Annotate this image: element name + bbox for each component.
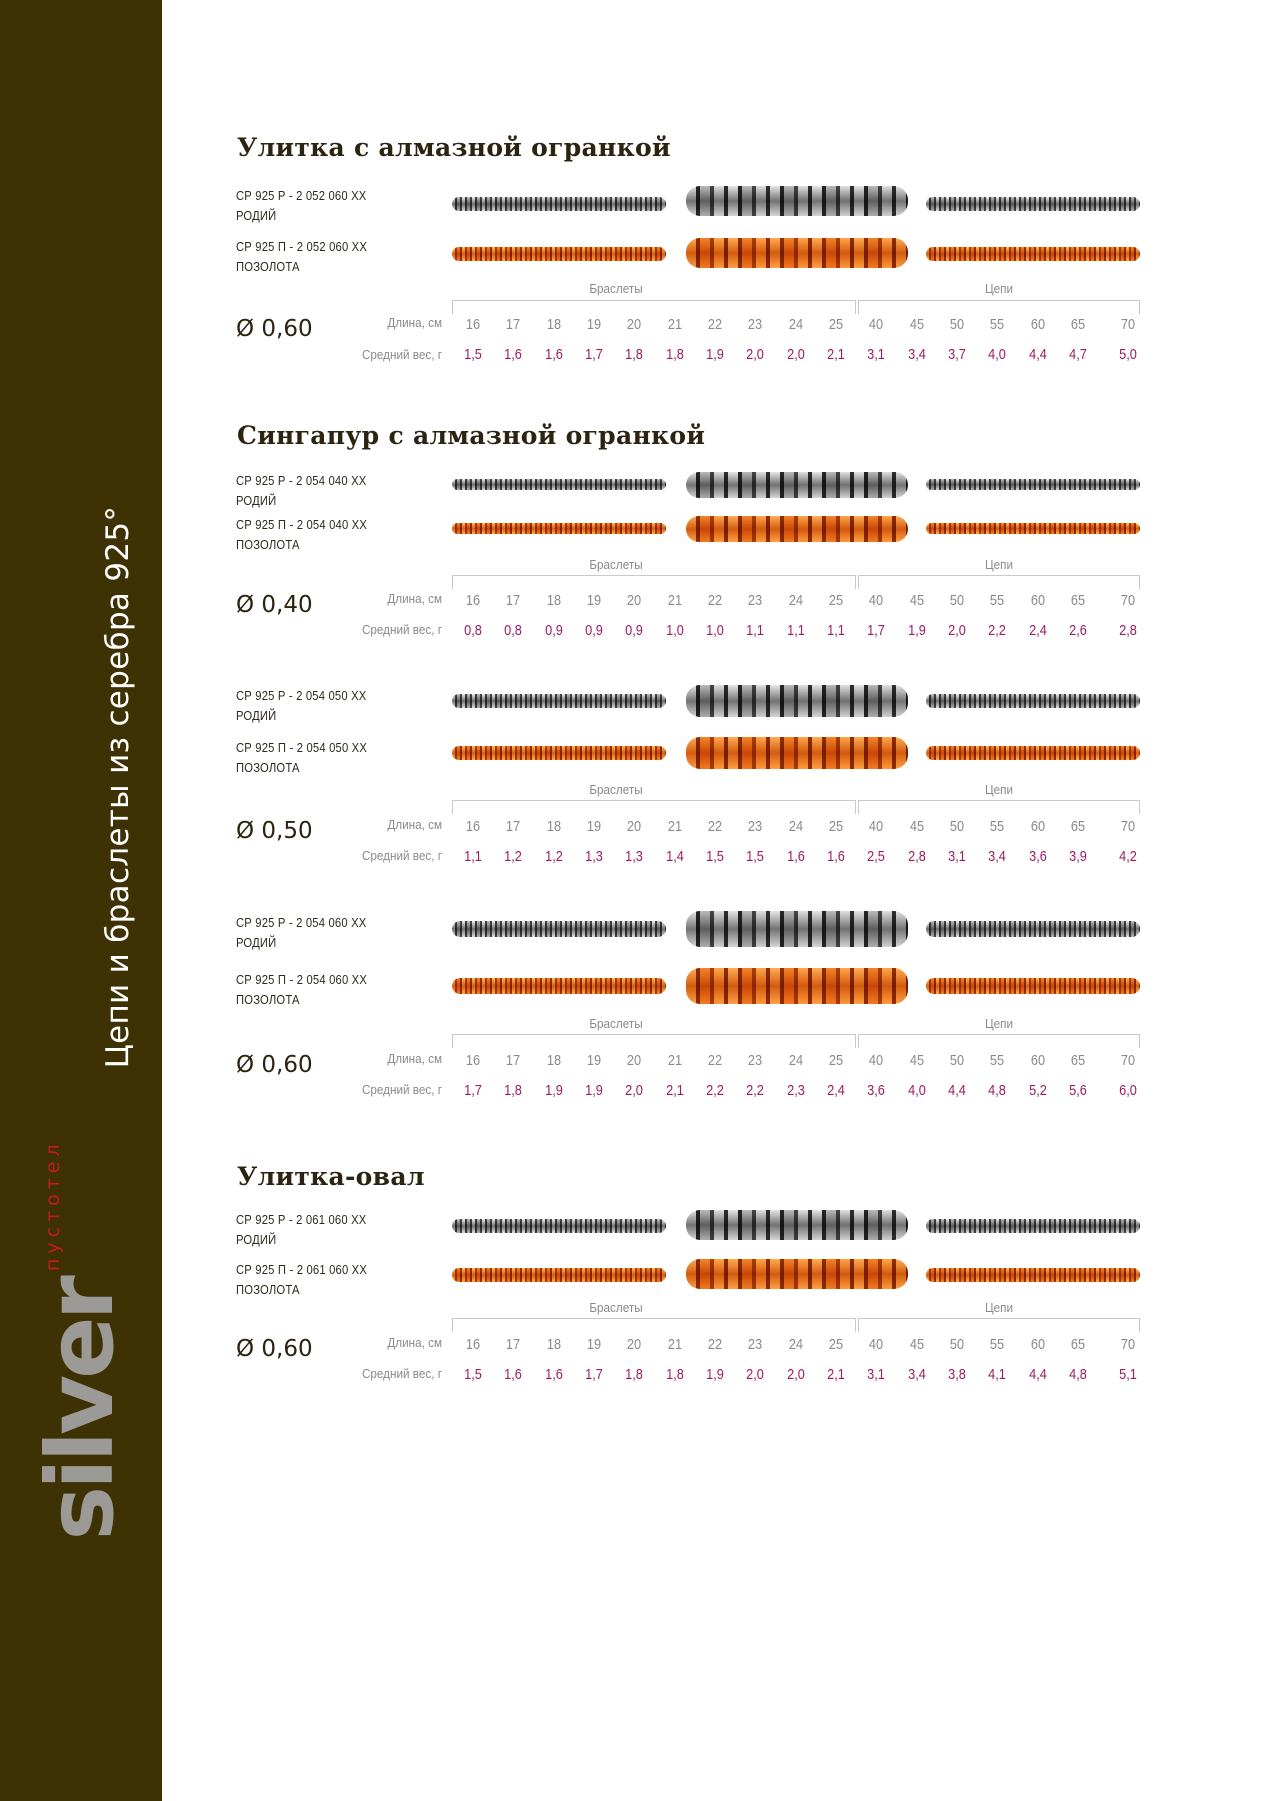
weight-value: 1,5	[746, 848, 764, 865]
weight-value: 0,8	[464, 622, 482, 639]
length-label: Длина, см	[387, 817, 442, 832]
finish-label: РОДИЙ	[236, 209, 277, 223]
weight-value: 5,1	[1119, 1366, 1137, 1383]
bracelets-label: Браслеты	[589, 557, 643, 572]
sidebar-title: Цепи и браслеты из серебра 925°	[100, 505, 136, 1069]
weight-value: 4,2	[1119, 848, 1137, 865]
finish-label: РОДИЙ	[236, 494, 277, 508]
article-code: СР 925 Р - 2 054 050 ХХ	[236, 689, 367, 703]
weight-value: 1,9	[545, 1082, 563, 1099]
length-value: 70	[1120, 316, 1136, 333]
length-value: 16	[465, 1052, 481, 1069]
length-row	[0, 818, 1285, 838]
length-value: 60	[1030, 1052, 1046, 1069]
bracelets-bracket	[452, 1034, 856, 1049]
article-code: СР 925 Р - 2 061 060 ХХ	[236, 1213, 367, 1227]
weight-value: 4,4	[948, 1082, 966, 1099]
chain-image-closeup-silver	[686, 472, 908, 498]
weight-value: 4,0	[988, 346, 1006, 363]
weight-value: 1,6	[545, 346, 563, 363]
length-value: 50	[949, 1336, 965, 1353]
length-label: Длина, см	[387, 1051, 442, 1066]
weight-row	[0, 848, 1285, 868]
chain-image-closeup-silver	[686, 1210, 908, 1240]
chain-image-bracelet-gold	[452, 746, 666, 760]
chain-image-closeup-gold	[686, 516, 908, 542]
length-value: 18	[546, 818, 562, 835]
weight-value: 1,8	[504, 1082, 522, 1099]
finish-label: ПОЗОЛОТА	[236, 1283, 300, 1297]
weight-value: 0,9	[625, 622, 643, 639]
bracelets-label: Браслеты	[589, 1016, 643, 1031]
article-rhodium	[236, 186, 366, 226]
article-code: СР 925 П - 2 061 060 ХХ	[236, 1263, 368, 1277]
length-value: 17	[505, 1336, 521, 1353]
article-rhodium	[236, 686, 366, 726]
length-value: 22	[707, 1052, 723, 1069]
article-code: СР 925 Р - 2 054 060 ХХ	[236, 916, 367, 930]
length-value: 16	[465, 316, 481, 333]
length-value: 70	[1120, 1052, 1136, 1069]
length-value: 23	[747, 1052, 763, 1069]
length-value: 55	[989, 1052, 1005, 1069]
weight-value: 5,2	[1029, 1082, 1047, 1099]
weight-value: 1,3	[625, 848, 643, 865]
sidebar	[0, 0, 162, 1801]
chain-image-chain-gold	[926, 978, 1140, 994]
weight-value: 4,8	[1069, 1366, 1087, 1383]
weight-label: Средний вес, г	[361, 347, 442, 362]
chain-image-chain-gold	[926, 523, 1140, 534]
length-value: 25	[828, 316, 844, 333]
chain-image-closeup-gold	[686, 1259, 908, 1289]
length-value: 19	[586, 316, 602, 333]
length-value: 20	[626, 592, 642, 609]
length-value: 40	[868, 316, 884, 333]
chain-image-bracelet-gold	[452, 247, 666, 261]
chain-image-bracelet-silver	[452, 921, 666, 937]
weight-value: 1,9	[706, 1366, 724, 1383]
length-value: 20	[626, 316, 642, 333]
finish-label: ПОЗОЛОТА	[236, 260, 300, 274]
chain-image-bracelet-silver	[452, 1219, 666, 1233]
chains-bracket	[858, 800, 1140, 815]
article-code: СР 925 П - 2 054 050 ХХ	[236, 741, 368, 755]
weight-value: 3,7	[948, 346, 966, 363]
chain-image-chain-silver	[926, 197, 1140, 211]
section-title: Улитка с алмазной огранкой	[237, 133, 671, 162]
length-value: 22	[707, 316, 723, 333]
chains-bracket	[858, 300, 1140, 315]
length-value: 55	[989, 818, 1005, 835]
weight-value: 1,2	[504, 848, 522, 865]
brand-subtitle: пустотел	[42, 1139, 65, 1272]
chain-image-chain-gold	[926, 247, 1140, 261]
article-gilt	[236, 237, 367, 277]
weight-value: 1,0	[706, 622, 724, 639]
weight-value: 0,8	[504, 622, 522, 639]
article-gilt	[236, 1260, 367, 1300]
finish-label: ПОЗОЛОТА	[236, 538, 300, 552]
article-code: СР 925 П - 2 054 040 ХХ	[236, 518, 368, 532]
article-gilt	[236, 738, 367, 778]
weight-value: 1,3	[585, 848, 603, 865]
weight-value: 1,9	[908, 622, 926, 639]
length-value: 55	[989, 592, 1005, 609]
length-value: 50	[949, 1052, 965, 1069]
chains-label: Цепи	[984, 782, 1014, 797]
finish-label: ПОЗОЛОТА	[236, 761, 300, 775]
length-value: 45	[909, 1336, 925, 1353]
weight-value: 0,9	[585, 622, 603, 639]
weight-value: 2,8	[908, 848, 926, 865]
length-value: 40	[868, 1336, 884, 1353]
length-value: 16	[465, 592, 481, 609]
diameter: Ø 0,40	[236, 592, 313, 618]
article-gilt	[236, 515, 367, 555]
article-rhodium	[236, 1210, 366, 1250]
length-value: 55	[989, 316, 1005, 333]
weight-value: 2,1	[666, 1082, 684, 1099]
weight-value: 1,8	[625, 1366, 643, 1383]
length-value: 23	[747, 316, 763, 333]
length-value: 19	[586, 1336, 602, 1353]
length-value: 17	[505, 592, 521, 609]
weight-value: 1,7	[585, 1366, 603, 1383]
weight-label: Средний вес, г	[361, 1366, 442, 1381]
length-value: 24	[788, 1052, 804, 1069]
weight-value: 1,7	[867, 622, 885, 639]
chains-bracket	[858, 1034, 1140, 1049]
weight-value: 1,1	[746, 622, 764, 639]
weight-value: 1,8	[666, 1366, 684, 1383]
length-value: 65	[1070, 592, 1086, 609]
weight-value: 1,0	[666, 622, 684, 639]
weight-value: 2,4	[1029, 622, 1047, 639]
length-value: 16	[465, 1336, 481, 1353]
length-value: 65	[1070, 1336, 1086, 1353]
chain-image-bracelet-silver	[452, 694, 666, 708]
chain-image-chain-gold	[926, 1268, 1140, 1282]
weight-value: 3,1	[867, 346, 885, 363]
chain-image-bracelet-gold	[452, 1268, 666, 1282]
weight-value: 4,7	[1069, 346, 1087, 363]
diameter: Ø 0,60	[236, 1052, 313, 1078]
chain-image-bracelet-gold	[452, 523, 666, 534]
chain-image-chain-silver	[926, 1219, 1140, 1233]
weight-value: 4,4	[1029, 346, 1047, 363]
weight-value: 4,4	[1029, 1366, 1047, 1383]
length-value: 16	[465, 818, 481, 835]
length-value: 24	[788, 1336, 804, 1353]
length-value: 65	[1070, 316, 1086, 333]
length-value: 18	[546, 1336, 562, 1353]
length-value: 23	[747, 592, 763, 609]
chains-label: Цепи	[984, 557, 1014, 572]
article-rhodium	[236, 913, 366, 953]
article-code: СР 925 Р - 2 054 040 ХХ	[236, 474, 367, 488]
bracelets-bracket	[452, 575, 856, 590]
weight-row	[0, 622, 1285, 642]
weight-value: 2,2	[988, 622, 1006, 639]
weight-value: 2,1	[827, 346, 845, 363]
chain-image-closeup-silver	[686, 911, 908, 947]
weight-value: 1,9	[585, 1082, 603, 1099]
chain-image-bracelet-silver	[452, 197, 666, 211]
weight-value: 1,1	[827, 622, 845, 639]
length-value: 60	[1030, 818, 1046, 835]
length-value: 24	[788, 818, 804, 835]
chain-image-closeup-gold	[686, 968, 908, 1004]
finish-label: ПОЗОЛОТА	[236, 993, 300, 1007]
weight-row	[0, 1366, 1285, 1386]
weight-value: 1,6	[545, 1366, 563, 1383]
weight-value: 5,0	[1119, 346, 1137, 363]
length-value: 65	[1070, 818, 1086, 835]
weight-value: 2,6	[1069, 622, 1087, 639]
weight-value: 0,9	[545, 622, 563, 639]
weight-value: 1,1	[787, 622, 805, 639]
weight-value: 2,0	[948, 622, 966, 639]
length-value: 50	[949, 316, 965, 333]
length-value: 45	[909, 592, 925, 609]
bracelets-label: Браслеты	[589, 281, 643, 296]
length-value: 45	[909, 316, 925, 333]
weight-value: 2,2	[706, 1082, 724, 1099]
diameter: Ø 0,60	[236, 316, 313, 342]
length-value: 18	[546, 1052, 562, 1069]
weight-value: 2,3	[787, 1082, 805, 1099]
length-value: 21	[667, 1336, 683, 1353]
bracelets-bracket	[452, 800, 856, 815]
length-value: 70	[1120, 592, 1136, 609]
weight-value: 2,1	[827, 1366, 845, 1383]
length-value: 65	[1070, 1052, 1086, 1069]
weight-value: 3,4	[908, 1366, 926, 1383]
chain-image-chain-silver	[926, 694, 1140, 708]
weight-value: 3,1	[867, 1366, 885, 1383]
weight-value: 3,4	[988, 848, 1006, 865]
length-row	[0, 1336, 1285, 1356]
weight-value: 3,6	[1029, 848, 1047, 865]
chains-bracket	[858, 1318, 1140, 1333]
length-value: 20	[626, 818, 642, 835]
weight-value: 1,1	[464, 848, 482, 865]
chain-image-closeup-gold	[686, 238, 908, 268]
length-value: 40	[868, 818, 884, 835]
length-value: 18	[546, 316, 562, 333]
weight-value: 4,1	[988, 1366, 1006, 1383]
length-value: 23	[747, 818, 763, 835]
bracelets-label: Браслеты	[589, 1300, 643, 1315]
weight-value: 2,5	[867, 848, 885, 865]
length-value: 25	[828, 1336, 844, 1353]
weight-value: 1,8	[625, 346, 643, 363]
length-value: 22	[707, 1336, 723, 1353]
length-value: 19	[586, 818, 602, 835]
weight-row	[0, 346, 1285, 366]
article-code: СР 925 Р - 2 052 060 ХХ	[236, 189, 367, 203]
length-value: 21	[667, 818, 683, 835]
weight-value: 1,5	[706, 848, 724, 865]
article-code: СР 925 П - 2 052 060 ХХ	[236, 240, 368, 254]
length-value: 25	[828, 818, 844, 835]
length-value: 70	[1120, 1336, 1136, 1353]
length-value: 24	[788, 316, 804, 333]
weight-value: 6,0	[1119, 1082, 1137, 1099]
weight-value: 2,0	[746, 346, 764, 363]
length-value: 60	[1030, 592, 1046, 609]
weight-label: Средний вес, г	[361, 1082, 442, 1097]
length-value: 60	[1030, 316, 1046, 333]
length-value: 50	[949, 818, 965, 835]
length-row	[0, 592, 1285, 612]
length-row	[0, 316, 1285, 336]
weight-value: 3,8	[948, 1366, 966, 1383]
length-value: 17	[505, 316, 521, 333]
article-gilt	[236, 970, 367, 1010]
article-code: СР 925 П - 2 054 060 ХХ	[236, 973, 368, 987]
length-value: 22	[707, 592, 723, 609]
weight-value: 2,4	[827, 1082, 845, 1099]
length-label: Длина, см	[387, 591, 442, 606]
weight-value: 4,8	[988, 1082, 1006, 1099]
length-value: 21	[667, 316, 683, 333]
length-value: 45	[909, 1052, 925, 1069]
weight-value: 1,6	[787, 848, 805, 865]
brand-logo-text: silver	[26, 1279, 134, 1541]
weight-value: 2,0	[746, 1366, 764, 1383]
length-value: 22	[707, 818, 723, 835]
weight-value: 1,6	[504, 346, 522, 363]
weight-value: 5,6	[1069, 1082, 1087, 1099]
length-value: 21	[667, 592, 683, 609]
length-label: Длина, см	[387, 1335, 442, 1350]
finish-label: РОДИЙ	[236, 1233, 277, 1247]
length-value: 40	[868, 1052, 884, 1069]
article-rhodium	[236, 471, 366, 511]
length-value: 55	[989, 1336, 1005, 1353]
diameter: Ø 0,50	[236, 818, 313, 844]
chain-image-closeup-silver	[686, 186, 908, 216]
section-title: Сингапур с алмазной огранкой	[237, 421, 706, 450]
weight-value: 2,0	[625, 1082, 643, 1099]
chain-image-bracelet-silver	[452, 479, 666, 490]
length-value: 18	[546, 592, 562, 609]
weight-value: 2,8	[1119, 622, 1137, 639]
length-value: 19	[586, 1052, 602, 1069]
weight-value: 1,5	[464, 1366, 482, 1383]
bracelets-bracket	[452, 300, 856, 315]
chain-image-bracelet-gold	[452, 978, 666, 994]
weight-value: 3,6	[867, 1082, 885, 1099]
chain-image-chain-gold	[926, 746, 1140, 760]
length-value: 40	[868, 592, 884, 609]
length-value: 60	[1030, 1336, 1046, 1353]
weight-label: Средний вес, г	[361, 848, 442, 863]
section-title: Улитка-овал	[237, 1162, 425, 1191]
diameter: Ø 0,60	[236, 1336, 313, 1362]
bracelets-bracket	[452, 1318, 856, 1333]
weight-value: 3,4	[908, 346, 926, 363]
length-value: 25	[828, 1052, 844, 1069]
weight-value: 1,5	[464, 346, 482, 363]
weight-value: 1,7	[464, 1082, 482, 1099]
weight-value: 1,8	[666, 346, 684, 363]
length-value: 19	[586, 592, 602, 609]
weight-value: 1,4	[666, 848, 684, 865]
length-value: 50	[949, 592, 965, 609]
weight-value: 1,9	[706, 346, 724, 363]
length-value: 21	[667, 1052, 683, 1069]
length-value: 23	[747, 1336, 763, 1353]
chains-label: Цепи	[984, 1016, 1014, 1031]
chains-label: Цепи	[984, 1300, 1014, 1315]
finish-label: РОДИЙ	[236, 709, 277, 723]
length-value: 20	[626, 1052, 642, 1069]
length-value: 70	[1120, 818, 1136, 835]
length-value: 24	[788, 592, 804, 609]
weight-value: 3,9	[1069, 848, 1087, 865]
chains-bracket	[858, 575, 1140, 590]
weight-value: 2,2	[746, 1082, 764, 1099]
weight-value: 2,0	[787, 346, 805, 363]
chain-image-closeup-gold	[686, 737, 908, 769]
chain-image-chain-silver	[926, 479, 1140, 490]
bracelets-label: Браслеты	[589, 782, 643, 797]
weight-value: 1,6	[827, 848, 845, 865]
weight-row	[0, 1082, 1285, 1102]
chain-image-chain-silver	[926, 921, 1140, 937]
weight-label: Средний вес, г	[361, 622, 442, 637]
length-value: 17	[505, 1052, 521, 1069]
weight-value: 1,7	[585, 346, 603, 363]
weight-value: 1,2	[545, 848, 563, 865]
weight-value: 1,6	[504, 1366, 522, 1383]
finish-label: РОДИЙ	[236, 936, 277, 950]
weight-value: 4,0	[908, 1082, 926, 1099]
length-value: 45	[909, 818, 925, 835]
length-value: 25	[828, 592, 844, 609]
weight-value: 3,1	[948, 848, 966, 865]
length-label: Длина, см	[387, 315, 442, 330]
length-value: 17	[505, 818, 521, 835]
length-row	[0, 1052, 1285, 1072]
chain-image-closeup-silver	[686, 685, 908, 717]
length-value: 20	[626, 1336, 642, 1353]
chains-label: Цепи	[984, 281, 1014, 296]
weight-value: 2,0	[787, 1366, 805, 1383]
